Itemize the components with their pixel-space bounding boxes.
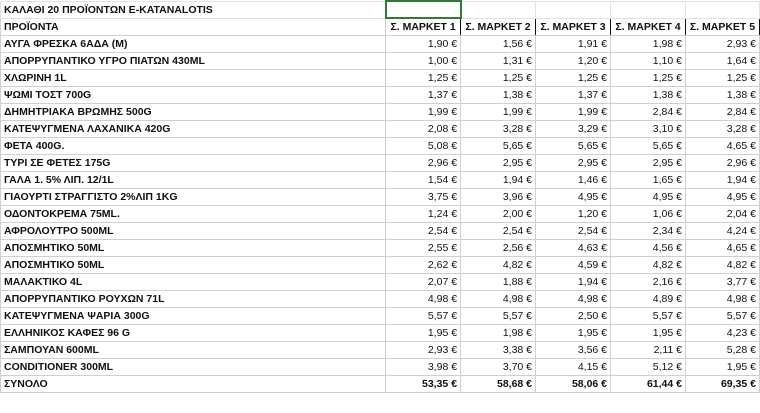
table-row — [1, 257, 760, 274]
price-cell-market-1[interactable]: 5,57 € — [386, 308, 461, 325]
price-cell-market-5[interactable]: 1,94 € — [686, 172, 760, 189]
price-cell-market-1[interactable]: 4,98 € — [386, 291, 461, 308]
price-cell-market-3[interactable]: 2,95 € — [536, 155, 611, 172]
price-cell-market-1[interactable]: 2,93 € — [386, 342, 461, 359]
price-cell-market-2[interactable]: 1,98 € — [461, 325, 536, 342]
product-name-cell[interactable]: ΑΠΟΡΡΥΠΑΝΤΙΚΟ ΡΟΥΧΩΝ 71L — [1, 291, 386, 308]
price-cell-market-3[interactable]: 4,95 € — [536, 189, 611, 206]
price-cell-market-3[interactable]: 4,15 € — [536, 359, 611, 376]
table-row — [1, 223, 760, 240]
product-name-cell[interactable]: ΨΩΜΙ ΤΟΣΤ 700G — [1, 87, 386, 104]
price-cell-market-1[interactable]: 1,24 € — [386, 206, 461, 223]
header-market-2[interactable]: Σ. ΜΑΡΚΕΤ 2 — [461, 18, 536, 36]
price-cell-market-5[interactable]: 2,93 € — [686, 36, 760, 53]
table-row — [1, 70, 760, 87]
price-cell-market-1[interactable]: 1,37 € — [386, 87, 461, 104]
price-cell-market-3[interactable]: 3,56 € — [536, 342, 611, 359]
product-name-cell[interactable]: ΓΙΑΟΥΡΤΙ ΣΤΡΑΓΓΙΣΤΟ 2%ΛΙΠ 1KG — [1, 189, 386, 206]
product-name-cell[interactable]: ΔΗΜΗΤΡΙΑΚΑ ΒΡΩΜΗΣ 500G — [1, 104, 386, 121]
price-cell-market-3[interactable]: 4,63 € — [536, 240, 611, 257]
price-cell-market-5[interactable]: 2,04 € — [686, 206, 760, 223]
price-cell-market-5[interactable]: 4,65 € — [686, 240, 760, 257]
product-name-cell[interactable]: ΑΥΓΑ ΦΡΕΣΚΑ 6ΑΔΑ (M) — [1, 36, 386, 53]
price-cell-market-2[interactable]: 1,99 € — [461, 104, 536, 121]
table-row — [1, 240, 760, 257]
product-name-cell[interactable]: ΤΥΡΙ ΣΕ ΦΕΤΕΣ 175G — [1, 155, 386, 172]
price-cell-market-5[interactable]: 1,25 € — [686, 70, 760, 87]
empty-cell[interactable] — [686, 1, 760, 18]
table-row — [1, 359, 760, 376]
price-cell-market-2[interactable]: 1,56 € — [461, 36, 536, 53]
price-cell-market-2[interactable]: 5,57 € — [461, 308, 536, 325]
price-cell-market-2[interactable]: 3,96 € — [461, 189, 536, 206]
table-row — [1, 36, 760, 53]
price-cell-market-5[interactable]: 5,57 € — [686, 308, 760, 325]
table-row — [1, 206, 760, 223]
price-cell-market-4[interactable]: 4,56 € — [611, 240, 686, 257]
product-name-cell[interactable]: ΑΦΡΟΛΟΥΤΡΟ 500ML — [1, 223, 386, 240]
price-cell-market-2[interactable]: 3,70 € — [461, 359, 536, 376]
empty-cell[interactable] — [461, 1, 536, 18]
price-cell-market-5[interactable]: 2,84 € — [686, 104, 760, 121]
price-cell-market-2[interactable]: 3,38 € — [461, 342, 536, 359]
product-name-cell[interactable]: ΚΑΤΕΨΥΓΜΕΝΑ ΨΑΡΙΑ 300G — [1, 308, 386, 325]
price-cell-market-5[interactable]: 3,77 € — [686, 274, 760, 291]
product-name-cell[interactable]: ΜΑΛΑΚΤΙΚΟ 4L — [1, 274, 386, 291]
price-cell-market-4[interactable]: 1,65 € — [611, 172, 686, 189]
price-cell-market-2[interactable]: 2,54 € — [461, 223, 536, 240]
header-products[interactable]: ΠΡΟΪΟΝΤΑ — [1, 18, 386, 36]
price-cell-market-1[interactable]: 2,07 € — [386, 274, 461, 291]
price-cell-market-3[interactable]: 4,59 € — [536, 257, 611, 274]
price-cell-market-5[interactable]: 4,65 € — [686, 138, 760, 155]
price-cell-market-3[interactable]: 1,99 € — [536, 104, 611, 121]
price-cell-market-5[interactable]: 1,95 € — [686, 359, 760, 376]
price-cell-market-5[interactable]: 2,96 € — [686, 155, 760, 172]
price-cell-market-2[interactable]: 2,56 € — [461, 240, 536, 257]
price-cell-market-2[interactable]: 1,31 € — [461, 53, 536, 70]
price-cell-market-3[interactable]: 1,37 € — [536, 87, 611, 104]
empty-cell[interactable] — [611, 1, 686, 18]
price-cell-market-3[interactable]: 1,46 € — [536, 172, 611, 189]
price-cell-market-5[interactable]: 4,23 € — [686, 325, 760, 342]
table-row — [1, 87, 760, 104]
price-cell-market-3[interactable]: 1,95 € — [536, 325, 611, 342]
price-cell-market-4[interactable]: 2,11 € — [611, 342, 686, 359]
table-row — [1, 104, 760, 121]
price-cell-market-2[interactable]: 1,88 € — [461, 274, 536, 291]
table-row — [1, 138, 760, 155]
total-cell-market-5[interactable]: 69,35 € — [686, 376, 760, 393]
price-cell-market-3[interactable]: 4,98 € — [536, 291, 611, 308]
product-name-cell[interactable]: ΟΔΟΝΤΟΚΡΕΜΑ 75ML. — [1, 206, 386, 223]
price-cell-market-5[interactable]: 1,64 € — [686, 53, 760, 70]
table-row — [1, 274, 760, 291]
price-cell-market-1[interactable]: 2,96 € — [386, 155, 461, 172]
total-cell-market-4[interactable]: 61,44 € — [611, 376, 686, 393]
total-cell-market-1[interactable]: 53,35 € — [386, 376, 461, 393]
price-cell-market-1[interactable]: 5,08 € — [386, 138, 461, 155]
price-cell-market-4[interactable]: 5,57 € — [611, 308, 686, 325]
price-cell-market-1[interactable]: 1,99 € — [386, 104, 461, 121]
price-cell-market-3[interactable]: 3,29 € — [536, 121, 611, 138]
product-name-cell[interactable]: ΚΑΤΕΨΥΓΜΕΝΑ ΛΑΧΑΝΙΚΑ 420G — [1, 121, 386, 138]
price-cell-market-5[interactable]: 5,28 € — [686, 342, 760, 359]
price-cell-market-1[interactable]: 1,25 € — [386, 70, 461, 87]
table-row — [1, 308, 760, 325]
header-market-5[interactable]: Σ. ΜΑΡΚΕΤ 5 — [686, 18, 760, 36]
price-cell-market-2[interactable]: 1,25 € — [461, 70, 536, 87]
empty-cell[interactable] — [536, 1, 611, 18]
table-row — [1, 155, 760, 172]
price-cell-market-4[interactable]: 3,10 € — [611, 121, 686, 138]
price-cell-market-4[interactable]: 2,95 € — [611, 155, 686, 172]
total-row — [1, 376, 760, 393]
price-cell-market-4[interactable]: 1,10 € — [611, 53, 686, 70]
price-cell-market-2[interactable]: 2,00 € — [461, 206, 536, 223]
table-row — [1, 189, 760, 206]
price-cell-market-3[interactable]: 2,54 € — [536, 223, 611, 240]
product-name-cell[interactable]: ΕΛΛΗΝΙΚΟΣ ΚΑΦΕΣ 96 G — [1, 325, 386, 342]
price-cell-market-4[interactable]: 2,84 € — [611, 104, 686, 121]
price-cell-market-4[interactable]: 1,95 € — [611, 325, 686, 342]
price-cell-market-3[interactable]: 2,50 € — [536, 308, 611, 325]
price-cell-market-4[interactable]: 4,95 € — [611, 189, 686, 206]
header-row — [1, 18, 760, 36]
price-cell-market-2[interactable]: 2,95 € — [461, 155, 536, 172]
price-cell-market-1[interactable]: 2,08 € — [386, 121, 461, 138]
product-name-cell[interactable]: ΑΠΟΣΜΗΤΙΚΟ 50ML — [1, 240, 386, 257]
price-cell-market-5[interactable]: 4,82 € — [686, 257, 760, 274]
price-cell-market-2[interactable]: 1,94 € — [461, 172, 536, 189]
price-cell-market-1[interactable]: 2,55 € — [386, 240, 461, 257]
price-cell-market-3[interactable]: 1,91 € — [536, 36, 611, 53]
header-market-3[interactable]: Σ. ΜΑΡΚΕΤ 3 — [536, 18, 611, 36]
price-cell-market-5[interactable]: 4,24 € — [686, 223, 760, 240]
price-cell-market-1[interactable]: 1,54 € — [386, 172, 461, 189]
price-cell-market-2[interactable]: 4,82 € — [461, 257, 536, 274]
table-row — [1, 325, 760, 342]
price-cell-market-4[interactable]: 2,16 € — [611, 274, 686, 291]
price-cell-market-3[interactable]: 1,25 € — [536, 70, 611, 87]
price-cell-market-4[interactable]: 1,06 € — [611, 206, 686, 223]
product-name-cell[interactable]: ΣΑΜΠΟΥΑΝ 600ML — [1, 342, 386, 359]
price-cell-market-3[interactable]: 1,20 € — [536, 53, 611, 70]
total-cell-market-3[interactable]: 58,06 € — [536, 376, 611, 393]
product-name-cell[interactable]: ΑΠΟΣΜΗΤΙΚΟ 50ML — [1, 257, 386, 274]
price-cell-market-1[interactable]: 3,75 € — [386, 189, 461, 206]
table-row — [1, 172, 760, 189]
price-cell-market-1[interactable]: 1,95 € — [386, 325, 461, 342]
sheet-title[interactable]: ΚΑΛΑΘΙ 20 ΠΡΟΪΟΝΤΩΝ E-KATANALOTIS — [1, 1, 386, 18]
total-cell-market-2[interactable]: 58,68 € — [461, 376, 536, 393]
price-cell-market-5[interactable]: 4,98 € — [686, 291, 760, 308]
price-cell-market-1[interactable]: 1,00 € — [386, 53, 461, 70]
product-name-cell[interactable]: ΓΑΛΑ 1. 5% ΛΙΠ. 12/1L — [1, 172, 386, 189]
product-name-cell[interactable]: ΧΛΩΡΙΝΗ 1L — [1, 70, 386, 87]
price-cell-market-4[interactable]: 4,89 € — [611, 291, 686, 308]
price-cell-market-1[interactable]: 3,98 € — [386, 359, 461, 376]
price-cell-market-3[interactable]: 5,65 € — [536, 138, 611, 155]
price-cell-market-4[interactable]: 4,82 € — [611, 257, 686, 274]
price-cell-market-2[interactable]: 3,28 € — [461, 121, 536, 138]
price-cell-market-4[interactable]: 5,12 € — [611, 359, 686, 376]
price-cell-market-3[interactable]: 1,94 € — [536, 274, 611, 291]
product-name-cell[interactable]: ΦΕΤΑ 400G. — [1, 138, 386, 155]
title-row — [1, 1, 760, 18]
price-cell-market-4[interactable]: 1,25 € — [611, 70, 686, 87]
price-cell-market-2[interactable]: 5,65 € — [461, 138, 536, 155]
price-cell-market-5[interactable]: 3,28 € — [686, 121, 760, 138]
price-cell-market-5[interactable]: 1,38 € — [686, 87, 760, 104]
price-cell-market-1[interactable]: 2,54 € — [386, 223, 461, 240]
price-cell-market-1[interactable]: 2,62 € — [386, 257, 461, 274]
price-cell-market-4[interactable]: 5,65 € — [611, 138, 686, 155]
header-market-4[interactable]: Σ. ΜΑΡΚΕΤ 4 — [611, 18, 686, 36]
product-name-cell[interactable]: ΑΠΟΡΡΥΠΑΝΤΙΚΟ ΥΓΡΟ ΠΙΑΤΩΝ 430ML — [1, 53, 386, 70]
table-row — [1, 53, 760, 70]
price-cell-market-2[interactable]: 4,98 € — [461, 291, 536, 308]
price-cell-market-4[interactable]: 1,38 € — [611, 87, 686, 104]
price-cell-market-1[interactable]: 1,90 € — [386, 36, 461, 53]
price-cell-market-5[interactable]: 4,95 € — [686, 189, 760, 206]
table-row — [1, 342, 760, 359]
table-row — [1, 121, 760, 138]
price-cell-market-4[interactable]: 2,34 € — [611, 223, 686, 240]
price-cell-market-4[interactable]: 1,98 € — [611, 36, 686, 53]
header-market-1[interactable]: Σ. ΜΑΡΚΕΤ 1 — [386, 18, 461, 36]
price-cell-market-3[interactable]: 1,20 € — [536, 206, 611, 223]
table-row — [1, 291, 760, 308]
selected-cell[interactable] — [386, 1, 461, 18]
product-name-cell[interactable]: CONDITIONER 300ML — [1, 359, 386, 376]
price-cell-market-2[interactable]: 1,38 € — [461, 87, 536, 104]
total-label[interactable]: ΣΥΝΟΛΟ — [1, 376, 386, 393]
